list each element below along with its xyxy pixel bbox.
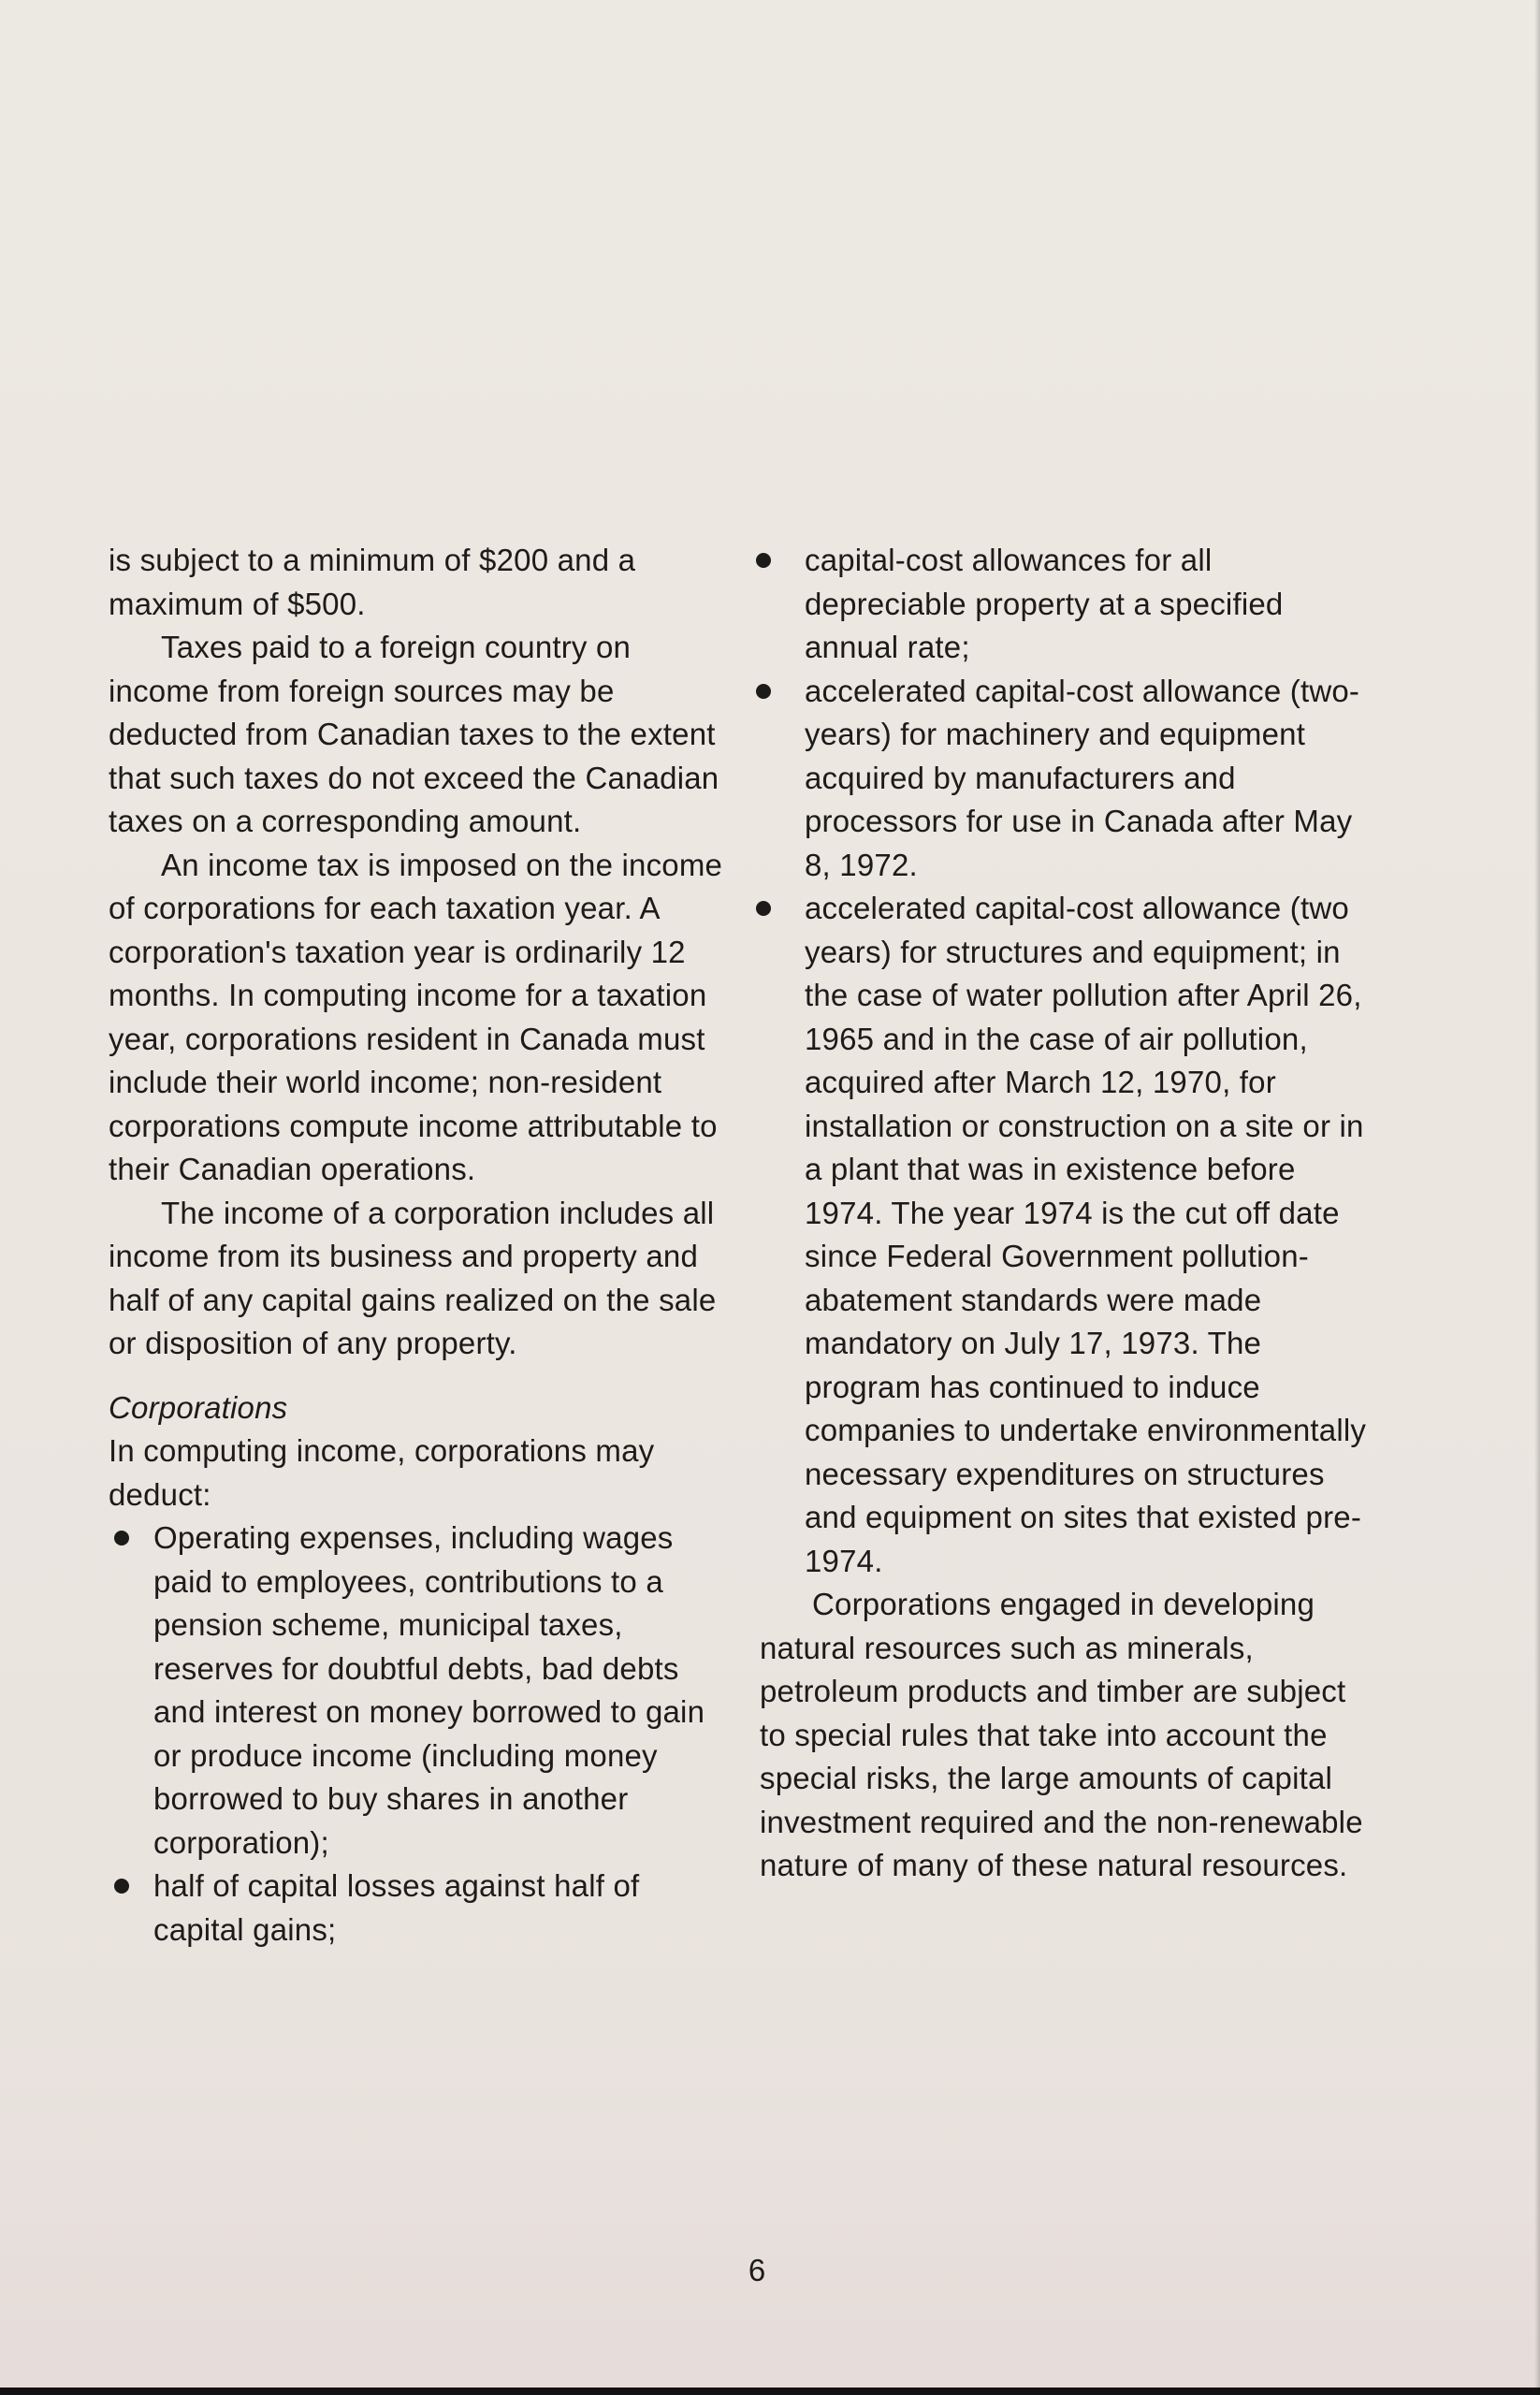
left-column bbox=[109, 539, 726, 1952]
list-item bbox=[760, 670, 1379, 888]
list-item-text: capital-cost allowances for all depreciable property at a specified annual rate; bbox=[805, 543, 1284, 664]
section-heading: Corporations bbox=[109, 1389, 288, 1425]
list-item-text: accelerated capital-cost allowance (two-years) for machinery and equipment acquired by manufacturers and processors for use in Canada after May 8, 1972. bbox=[805, 673, 1360, 882]
right-column bbox=[760, 539, 1379, 1888]
list-item bbox=[109, 1865, 726, 1952]
page-bottom-edge bbox=[0, 2388, 1540, 2395]
deduction-list-continued bbox=[760, 539, 1379, 1583]
list-item bbox=[109, 1517, 726, 1865]
paragraph: Taxes paid to a foreign country on income from foreign sources may be deducted from Canadian taxes to the extent that such taxes do not exceed the Canadian taxes on a corresponding amount. bbox=[109, 630, 719, 838]
page-number: 6 bbox=[748, 2253, 766, 2287]
bullet-icon bbox=[756, 901, 771, 916]
list-item-text: half of capital losses against half of capital gains; bbox=[153, 1868, 640, 1947]
list-item-text: Operating expenses, including wages paid to employees, contributions to a pension scheme, municipal taxes, reserves for doubtful debts, bad debts and interest on money borrowed to gain or produce income (including money borrowed to buy shares in another corporation); bbox=[153, 1520, 705, 1860]
paragraph: An income tax is imposed on the income of corporations for each taxation year. A corporation's taxation year is ordinarily 12 months. In computing income for a taxation year, corporations resident in Canada must include their world income; non-resident corporations compute income attributable to their Canadian operations. bbox=[109, 847, 723, 1186]
paragraph: is subject to a minimum of $200 and a maximum of $500. bbox=[109, 543, 636, 621]
list-item bbox=[760, 539, 1379, 670]
page-edge-shadow bbox=[1534, 0, 1540, 2395]
bullet-icon bbox=[756, 684, 771, 699]
paragraph: The income of a corporation includes all income from its business and property and half of any capital gains realized on the sale or disposition of any property. bbox=[109, 1195, 717, 1360]
bullet-icon bbox=[756, 553, 771, 568]
list-item-text: accelerated capital-cost allowance (two years) for structures and equipment; in the case of water pollution after April 26, 1965 and in the case of air pollution, acquired after March 12, 1970, for installation or construction on a site or in a plant that was in existence before 1974. The year 1974 is the cut off date since Federal Government pollution-abatement standards were made mandatory on July 17, 1973. The program has continued to induce companies to undertake environmentally necessary expenditures on structures and equipment on sites that existed pre-1974. bbox=[805, 891, 1367, 1578]
list-item bbox=[760, 887, 1379, 1583]
deduction-list bbox=[109, 1517, 726, 1952]
bullet-icon bbox=[114, 1879, 129, 1894]
paragraph: In computing income, corporations may deduct: bbox=[109, 1433, 655, 1512]
paragraph: Corporations engaged in developing natural resources such as minerals, petroleum products and timber are subject to special rules that take into account the special risks, the large amounts of capital investment required and the non-renewable nature of many of these natural resources. bbox=[760, 1587, 1363, 1882]
bullet-icon bbox=[114, 1531, 129, 1546]
